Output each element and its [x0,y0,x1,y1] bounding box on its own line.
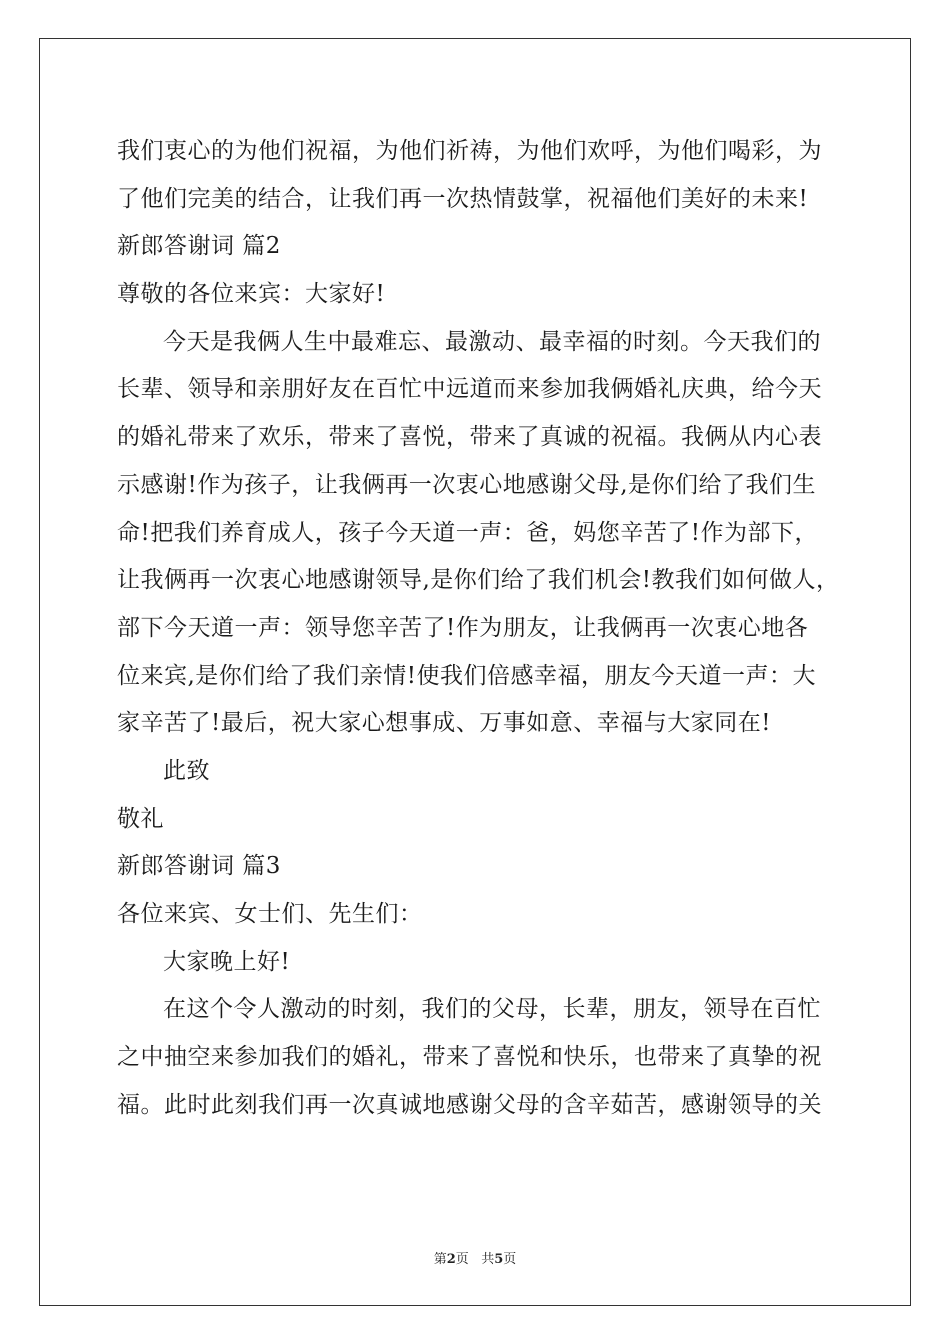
text-line: 位来宾,是你们给了我们亲情!使我们倍感幸福，朋友今天道一声：大 [117,662,817,689]
text-line: 我们衷心的为他们祝福，为他们祈祷，为他们欢呼，为他们喝彩，为 [117,138,822,164]
text-line: 让我俩再一次衷心地感谢领导,是你们给了我们机会!教我们如何做人， [117,567,840,594]
footer-total-prefix: 共 [481,1252,495,1267]
text-line: 福。此时此刻我们再一次真诚地感谢父母的含辛茹苦，感谢领导的关 [117,1091,822,1118]
text-line: 今天是我俩人生中最难忘、最激动、最幸福的时刻。今天我们的 [163,328,821,355]
document-body [117,128,857,1129]
text-line: 家辛苦了!最后，祝大家心想事成、万事如意、幸福与大家同在! [117,710,771,737]
footer-total-suffix: 页 [503,1252,517,1267]
text-line: 部下今天道一声：领导您辛苦了!作为朋友，让我俩再一次衷心地各 [117,614,809,641]
closing-line: 敬礼 [117,805,164,832]
current-page-number: 2 [446,1252,456,1267]
footer-prefix: 第 [433,1252,447,1267]
text-line: 示感谢!作为孩子，让我俩再一次衷心地感谢父母,是你们给了我们生 [117,471,817,498]
salutation: 各位来宾、女士们、先生们： [117,901,423,927]
greeting-line: 大家晚上好! [163,948,291,975]
section-heading: 新郎答谢词 篇2 [117,233,281,260]
footer-page-word: 页 [455,1252,469,1267]
closing-line: 此致 [163,757,210,784]
total-pages-number: 5 [494,1252,504,1267]
page-footer [0,1248,950,1267]
section-heading: 新郎答谢词 篇3 [117,853,281,880]
text-line: 之中抽空来参加我们的婚礼，带来了喜悦和快乐，也带来了真挚的祝 [117,1044,822,1071]
text-line: 命!把我们养育成人，孩子今天道一声：爸，妈您辛苦了!作为部下， [117,519,818,546]
salutation: 尊敬的各位来宾：大家好! [117,281,386,308]
text-line: 的婚礼带来了欢乐，带来了喜悦，带来了真诚的祝福。我俩从内心表 [117,424,822,451]
text-line: 长辈、领导和亲朋好友在百忙中远道而来参加我俩婚礼庆典，给今天 [117,376,822,403]
text-line: 在这个令人激动的时刻，我们的父母，长辈，朋友，领导在百忙 [163,996,821,1023]
text-line: 了他们完美的结合，让我们再一次热情鼓掌，祝福他们美好的未来! [117,185,809,212]
